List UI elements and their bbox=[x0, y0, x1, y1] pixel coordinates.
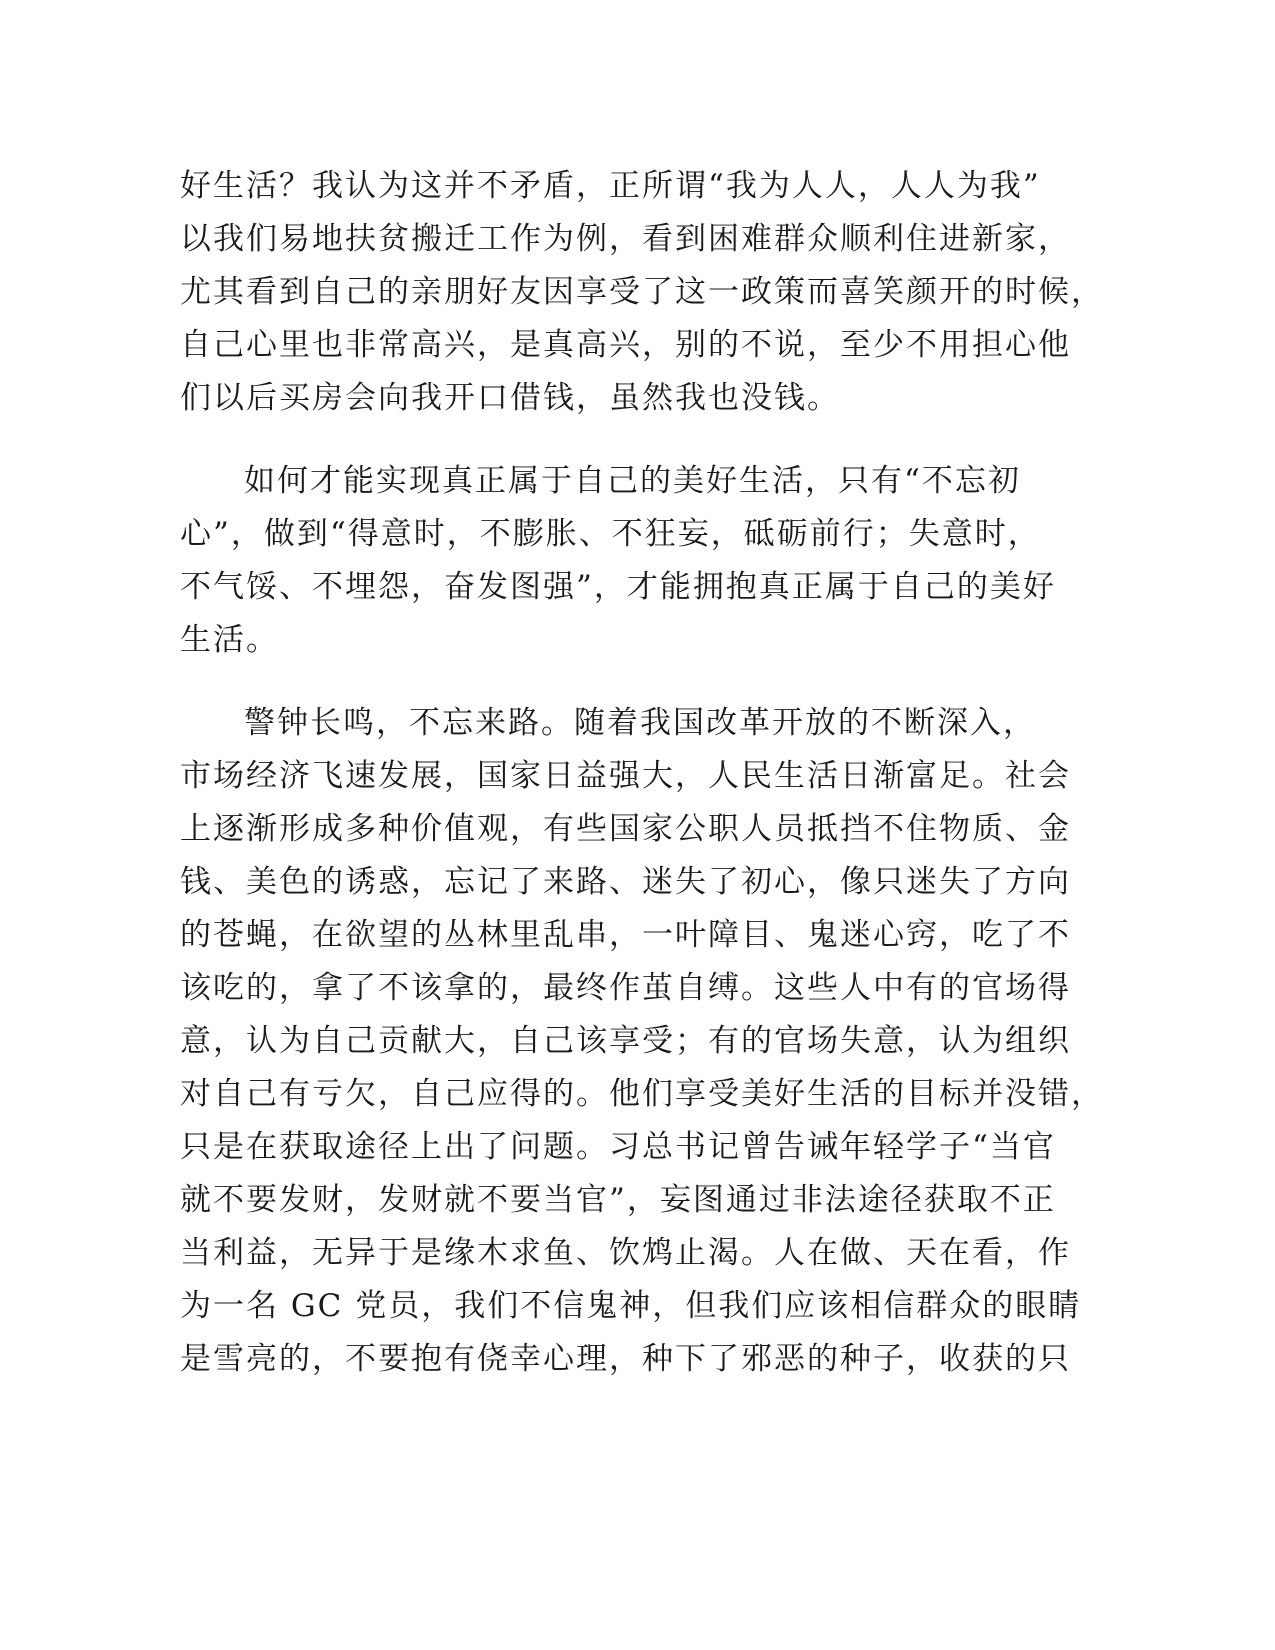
text-line: 自己心里也非常高兴，是真高兴，别的不说，至少不用担心他 bbox=[180, 327, 1071, 363]
paragraph-3 bbox=[180, 697, 1104, 1386]
text-line: 只是在获取途径上出了问题。习总书记曾告诫年轻学子“当官 bbox=[180, 1129, 1056, 1165]
text-line: 警钟长鸣，不忘来路。随着我国改革开放的不断深入， bbox=[244, 705, 1036, 741]
text-line: 是雪亮的，不要抱有侥幸心理，种下了邪恶的种子，收获的只 bbox=[180, 1341, 1071, 1377]
text-line: 生活。 bbox=[180, 622, 279, 658]
text-line: 的苍蝇，在欲望的丛林里乱串，一叶障目、鬼迷心窍，吃了不 bbox=[180, 917, 1071, 953]
text-line: 意，认为自己贡献大，自己该享受；有的官场失意，认为组织 bbox=[180, 1023, 1071, 1059]
text-line: 以我们易地扶贫搬迁工作为例，看到困难群众顺利住进新家， bbox=[180, 221, 1071, 257]
body-text bbox=[180, 160, 1104, 1386]
text-line: 如何才能实现真正属于自己的美好生活，只有“不忘初 bbox=[244, 463, 1021, 499]
text-line: 当利益，无异于是缘木求鱼、饮鸩止渴。人在做、天在看，作 bbox=[180, 1235, 1071, 1271]
text-line: 不气馁、不埋怨，奋发图强”，才能拥抱真正属于自己的美好 bbox=[180, 569, 1056, 605]
text-line: 市场经济飞速发展，国家日益强大，人民生活日渐富足。社会 bbox=[180, 758, 1071, 794]
text-line: 尤其看到自己的亲朋好友因享受了这一政策而喜笑颜开的时候， bbox=[180, 274, 1104, 310]
text-line: 为一名 GC 党员，我们不信鬼神，但我们应该相信群众的眼睛 bbox=[180, 1288, 1082, 1324]
text-line: 钱、美色的诱惑，忘记了来路、迷失了初心，像只迷失了方向 bbox=[180, 864, 1071, 900]
text-line: 上逐渐形成多种价值观，有些国家公职人员抵挡不住物质、金 bbox=[180, 811, 1071, 847]
text-line: 就不要发财，发财就不要当官”，妄图通过非法途径获取不正 bbox=[180, 1182, 1056, 1218]
paragraph-1 bbox=[180, 160, 1104, 425]
paragraph-2 bbox=[180, 455, 1100, 667]
text-line: 心”，做到“得意时，不膨胀、不狂妄，砥砺前行；失意时， bbox=[180, 516, 1041, 552]
text-line: 们以后买房会向我开口借钱，虽然我也没钱。 bbox=[180, 380, 840, 416]
text-line: 该吃的，拿了不该拿的，最终作茧自缚。这些人中有的官场得 bbox=[180, 970, 1071, 1006]
text-line: 对自己有亏欠，自己应得的。他们享受美好生活的目标并没错， bbox=[180, 1076, 1104, 1112]
text-line: 好生活？我认为这并不矛盾，正所谓“我为人人，人人为我” bbox=[180, 168, 1041, 204]
